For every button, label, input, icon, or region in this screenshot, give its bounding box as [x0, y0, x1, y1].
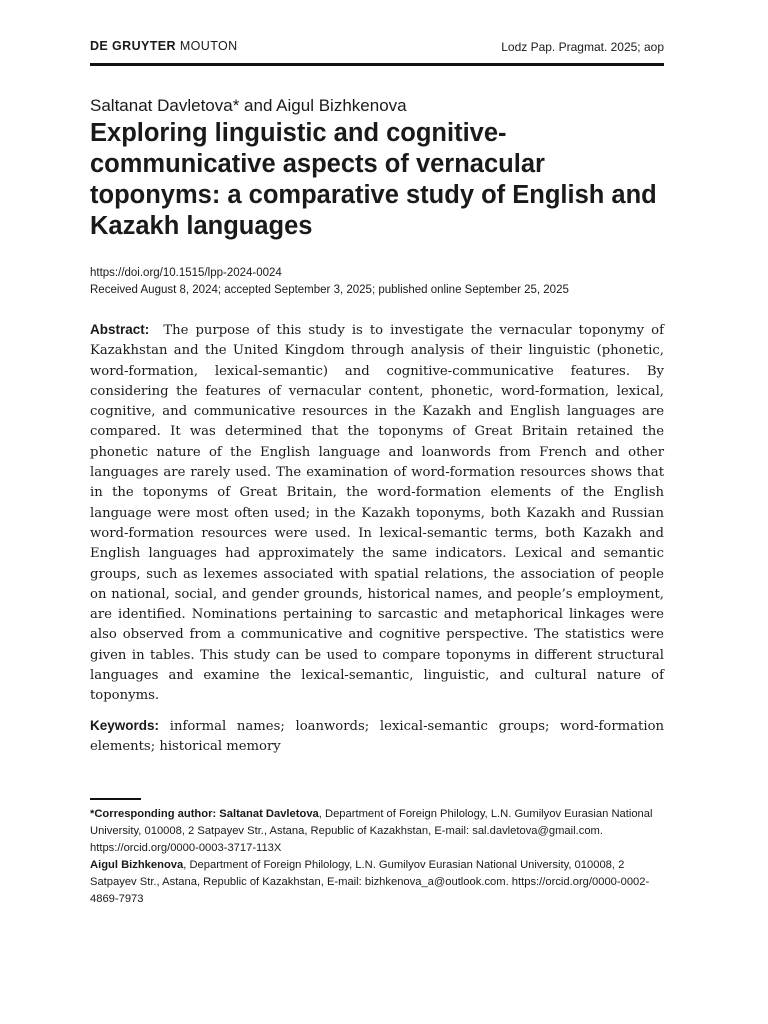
keywords-text: informal names; loanwords; lexical-semantic groups; word-formation elements; historical memory	[90, 719, 664, 755]
keywords	[90, 716, 664, 758]
abstract-text: The purpose of this study is to investigate the vernacular toponymy of Kazakhstan and the United Kingdom through analysis of their linguistic (phonetic, word-formation, lexical-semantic) and cognitive-communicative features. By considering the features of vernacular content, phonetic, word-formation, lexical, cognitive, and communicative resources in the Kazakh and English languages are compared. It was determined that the toponyms of Great Britain retained the phonetic nature of the English language and loanwords from French and other languages are rarely used. The examination of word-formation resources shows that in the toponyms of Great Britain, the word-formation elements of the English language were most often used; in the Kazakh toponyms, both Kazakh and Russian word-formation resources were used. In lexical-semantic terms, both Kazakh and English languages had approximately the same indicators. Lexical and semantic groups, such as lexemes associated with spatial relations, the association of people on national, social, and gender grounds, historical names, and people’s employment, are identified. Nominations pertaining to sarcastic and metaphorical linkages were also observed from a communicative and cognitive perspective. The statistics were given in tables. This study can be used to compare toponyms in different structural languages and examine the lexical-semantic, linguistic, and cultural nature of toponyms.	[90, 323, 664, 704]
publisher-name-bold: DE GRUYTER	[90, 39, 176, 53]
corresponding-label: *Corresponding author:	[90, 808, 217, 820]
doi-link[interactable]: https://doi.org/10.1515/lpp-2024-0024	[90, 267, 282, 279]
keywords-label: Keywords:	[90, 718, 160, 733]
second-author-name: Aigul Bizhkenova	[90, 859, 184, 871]
corresponding-name: Saltanat Davletova	[219, 808, 319, 820]
footnotes	[90, 806, 664, 908]
second-author-affiliation: , Department of Foreign Philology, L.N. Gumilyov Eurasian National University, 010008, 2 Satpayev Str., Astana, Republic of Kazakhstan, E-mail: bizhkenova_a@outlook.com. https://orcid.org/0000-0002-4869-7973	[90, 859, 650, 905]
corresponding-affiliation: , Department of Foreign Philology, L.N. Gumilyov Eurasian National University, 010008, 2 Satpayev Str., Astana, Republic of Kazakhstan, E-mail: sal.davletova@gmail.com. https://orcid.org/0000-0003-3717-113X	[90, 808, 653, 854]
journal-reference: Lodz Pap. Pragmat. 2025; aop	[501, 40, 664, 54]
abstract-label: Abstract:	[90, 322, 150, 337]
author-list: Saltanat Davletova* and Aigul Bizhkenova	[90, 96, 407, 115]
header-rule	[90, 63, 664, 66]
article-title: Exploring linguistic and cognitive-communicative aspects of vernacular toponyms: a comparative study of English and Kazakh languages	[90, 119, 657, 240]
footnote-second-author	[90, 857, 664, 908]
publisher-name-imprint: MOUTON	[175, 39, 238, 53]
footnote-corresponding-author	[90, 806, 664, 857]
publisher-logo	[90, 39, 238, 53]
running-header	[90, 38, 664, 58]
abstract	[90, 320, 664, 707]
publication-info	[90, 265, 569, 299]
publication-dates: Received August 8, 2024; accepted September 3, 2025; published online September 25, 2025	[90, 284, 569, 296]
footnote-rule	[90, 798, 141, 800]
